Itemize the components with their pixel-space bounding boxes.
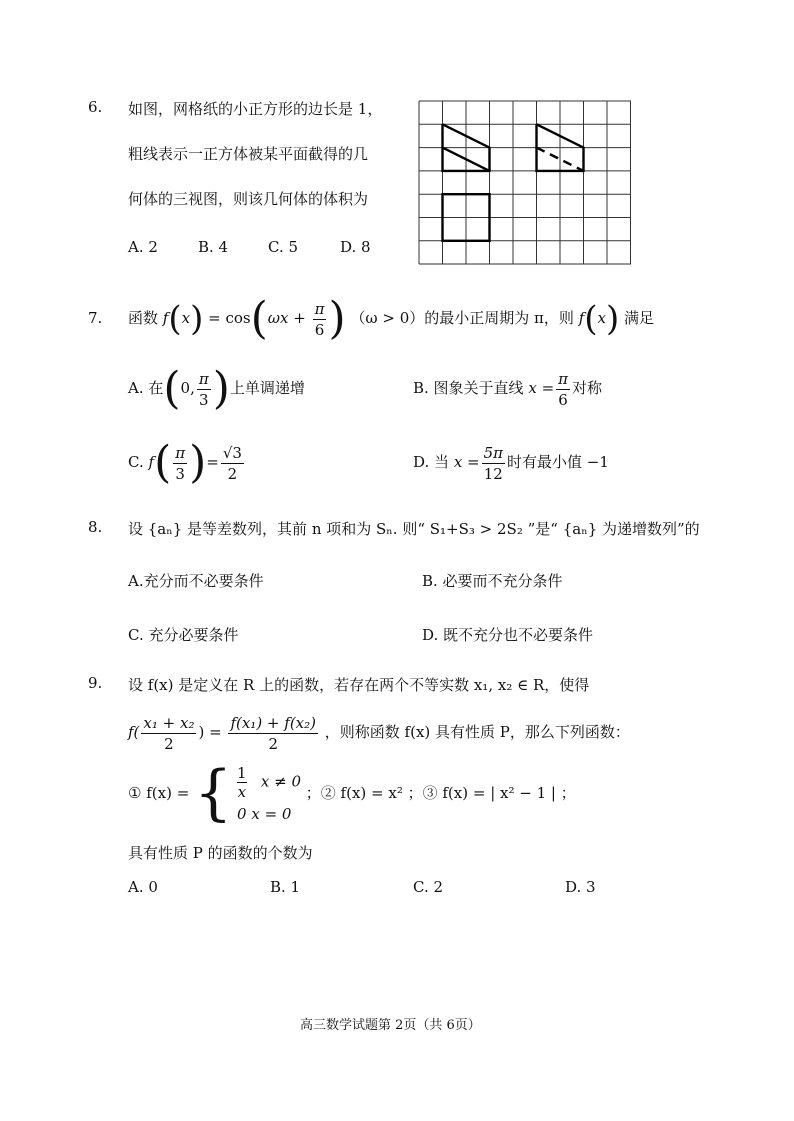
q9-option-a: A. 0 bbox=[128, 878, 158, 896]
q7-option-a: A. 在(0, $\frac{\pi}{3}$ )上单调递增 bbox=[128, 363, 305, 414]
q6-option-d: D. 8 bbox=[340, 238, 371, 256]
q9-option-b: B. 1 bbox=[270, 878, 301, 896]
q7-option-c: C. f( $\frac{\pi}{3}$ )= $\frac{√3}{2}$ bbox=[128, 437, 242, 488]
q8-option-c: C. 充分必要条件 bbox=[128, 626, 239, 644]
q8-option-b: B. 必要而不充分条件 bbox=[422, 572, 563, 590]
page-footer: 高三数学试题第 2页（共 6页） bbox=[300, 1018, 481, 1033]
q7-x: x bbox=[181, 309, 191, 327]
q7-satisfy: 满足 bbox=[624, 309, 655, 327]
q7-omega-x: ωx bbox=[267, 309, 289, 327]
q7-pi-over-6: $\frac{\pi}{6}$ bbox=[314, 299, 325, 339]
q6-line3: 何体的三视图，则该几何体的体积为 bbox=[128, 190, 369, 208]
q7-stem: 函数 f(x) = cos(ωx + $\frac{\pi}{6}$ ) （ω > 0）的最小正周期为 π，则 f(x) 满足 bbox=[128, 293, 655, 344]
q8-stem: 设 {aₙ} 是等差数列，其前 n 项和为 Sₙ. 则“ S₁+S₃ > 2S₂ ”是“ {aₙ} 为递增数列”的 bbox=[128, 520, 700, 538]
q9-count-question: 具有性质 P 的函数的个数为 bbox=[128, 844, 313, 862]
q9-piecewise: $\frac{1}{x}$ x ≠ 0 0 x = 0 bbox=[237, 763, 301, 823]
q7-number: 7. bbox=[88, 309, 103, 327]
q7-option-b: B. 图象关于直线 x = $\frac{\pi}{6}$ 对称 bbox=[413, 369, 603, 409]
q9-option-c: C. 2 bbox=[413, 878, 444, 896]
q9-functions: ① f(x) = { $\frac{1}{x}$ x ≠ 0 0 x = 0 ；② f(x) = x² ；③ f(x) = | x² − 1 | ； bbox=[128, 758, 576, 828]
q6-line2: 粗线表示一正方体被某平面截得的几 bbox=[128, 145, 369, 163]
q7-condition: （ω > 0）的最小正周期为 π，则 bbox=[350, 309, 574, 327]
q8-number: 8. bbox=[88, 518, 103, 536]
q9-stem: 设 f(x) 是定义在 R 上的函数，若存在两个不等实数 x₁, x₂ ∈ R，使得 bbox=[128, 676, 590, 694]
q8-option-a: A.充分而不必要条件 bbox=[128, 572, 264, 590]
q9-option-d: D. 3 bbox=[565, 878, 596, 896]
q9-number: 9. bbox=[88, 674, 103, 692]
q6-option-a: A. 2 bbox=[128, 238, 158, 256]
q6-number: 6. bbox=[88, 98, 103, 116]
q6-option-b: B. 4 bbox=[198, 238, 229, 256]
three-view-figure bbox=[418, 100, 632, 268]
q6-option-c: C. 5 bbox=[268, 238, 299, 256]
q7-f: f bbox=[162, 309, 169, 327]
q8-option-d: D. 既不充分也不必要条件 bbox=[422, 626, 594, 644]
q7-option-d: D. 当 x = $\frac{5\pi}{12}$ 时有最小值 −1 bbox=[413, 443, 609, 483]
q9-definition: f( $\frac{\text{x₁ + x₂}}{2}$ ) = $\frac{\text{f(x₁) + f(x₂)}}{2}$ ，则称函数 f(x) 具有性质 P，那么下列函数： bbox=[128, 713, 630, 753]
q7-cos: cos bbox=[225, 309, 251, 327]
q6-line1: 如图，网格纸的小正方形的边长是 1， bbox=[128, 100, 383, 118]
q7-text-func: 函数 bbox=[128, 309, 159, 327]
